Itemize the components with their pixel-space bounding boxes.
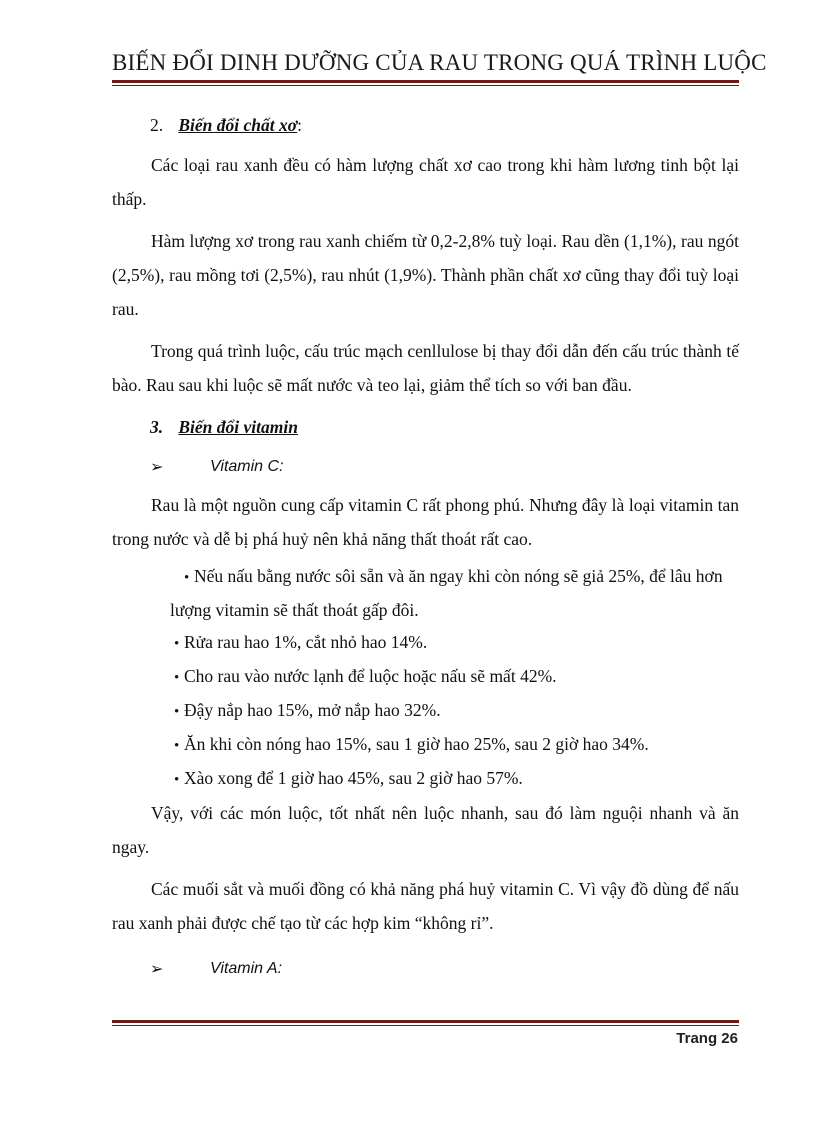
list-item: • Nếu nấu bằng nước sôi sẵn và ăn ngay khi còn nóng sẽ giả 25%, để lâu hơn lượng vitamin sẽ thất thoát gấp đôi. (148, 560, 739, 626)
bullet-dot-icon: • (174, 738, 180, 754)
subheading-label: Vitamin A: (210, 960, 283, 977)
paragraph: Trong quá trình luộc, cấu trúc mạch cenllulose bị thay đổi dẫn đến cấu trúc thành tế bào. Rau sau khi luộc sẽ mất nước và teo lại, giảm thể tích so với ban đầu. (112, 341, 739, 395)
list-item: • Rửa rau hao 1%, cắt nhỏ hao 14%. (142, 626, 739, 660)
section-title-suffix: : (297, 115, 303, 135)
bullet-dot-icon: • (174, 670, 180, 686)
list-item: • Đậy nắp hao 15%, mở nắp hao 32%. (142, 694, 739, 728)
arrow-bullet-icon: ➢ (150, 959, 164, 978)
page-number: Trang 26 (676, 1030, 738, 1047)
loss-list (112, 560, 739, 796)
subheading-label: Vitamin C: (210, 458, 284, 475)
footer-rule (112, 1020, 739, 1023)
section-title: Biến đổi vitamin (178, 417, 298, 437)
paragraph: Hàm lượng xơ trong rau xanh chiếm từ 0,2-2,8% tuỳ loại. Rau dền (1,1%), rau ngót (2,5%), rau mồng tơi (2,5%), rau nhút (1,9%). Thành phần chất xơ cũng thay đổi tuỳ loại rau. (112, 231, 739, 319)
paragraph: Các loại rau xanh đều có hàm lượng chất xơ cao trong khi hàm lương tinh bột lại thấp. (112, 155, 739, 209)
header-rule (112, 80, 739, 83)
section-number: 2. (150, 115, 164, 135)
bullet-dot-icon: • (184, 570, 190, 586)
paragraph: Vậy, với các món luộc, tốt nhất nên luộc nhanh, sau đó làm nguội nhanh và ăn ngay. (112, 803, 739, 857)
section-number: 3. (150, 417, 164, 437)
subheading-vitamin-a (112, 952, 739, 986)
section-heading-fiber (112, 108, 739, 142)
header-title: BIẾN ĐỔI DINH DƯỠNG CỦA RAU TRONG QUÁ TRÌNH LUỘC (112, 50, 767, 75)
bullet-dot-icon: • (174, 772, 180, 788)
bullet-dot-icon: • (174, 704, 180, 720)
paragraph: Các muối sắt và muối đồng có khả năng phá huỷ vitamin C. Vì vậy đồ dùng để nấu rau xanh phải được chế tạo từ các hợp kim “không rỉ”. (112, 879, 739, 933)
section-heading-vitamin (112, 410, 739, 444)
footer-rule-thin (112, 1025, 739, 1026)
subheading-vitamin-c (112, 450, 739, 484)
list-item: • Ăn khi còn nóng hao 15%, sau 1 giờ hao 25%, sau 2 giờ hao 34%. (142, 728, 739, 762)
page-header (112, 50, 767, 76)
section-title: Biến đổi chất xơ (178, 115, 298, 135)
header-rule-thin (112, 85, 739, 86)
list-item: • Xào xong để 1 giờ hao 45%, sau 2 giờ hao 57%. (142, 762, 739, 796)
list-item: • Cho rau vào nước lạnh để luộc hoặc nấu sẽ mất 42%. (142, 660, 739, 694)
paragraph: Rau là một nguồn cung cấp vitamin C rất phong phú. Nhưng đây là loại vitamin tan trong nước và dễ bị phá huỷ nên khả năng thất thoát rất cao. (112, 495, 739, 549)
bullet-dot-icon: • (174, 636, 180, 652)
page-body (112, 100, 739, 990)
arrow-bullet-icon: ➢ (150, 457, 164, 476)
